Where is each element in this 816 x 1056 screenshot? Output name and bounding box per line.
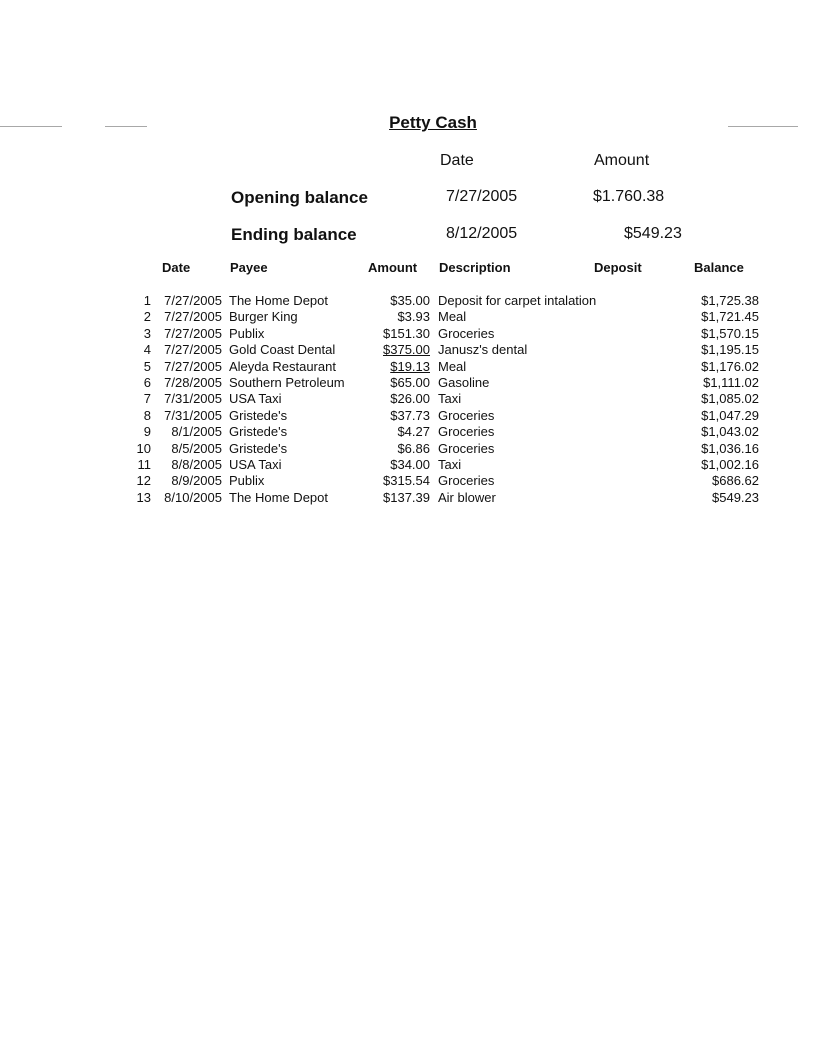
row-balance: $1,047.29 — [701, 407, 759, 423]
row-balance: $1,725.38 — [701, 293, 759, 308]
row-number: 8 — [143, 407, 151, 423]
row-balance: $1,085.02 — [701, 391, 759, 407]
column-header-payee: Payee — [230, 260, 268, 275]
row-payee: Gristede's — [229, 407, 288, 423]
table-row — [0, 457, 816, 473]
row-number: 4 — [143, 342, 151, 358]
summary-amount-header: Amount — [594, 152, 650, 169]
row-date: 8/8/2005 — [171, 456, 222, 472]
table-row — [0, 441, 816, 457]
row-amount: $26.00 — [390, 391, 430, 407]
row-payee: USA Taxi — [229, 456, 282, 472]
row-description: Janusz's dental — [438, 342, 528, 358]
row-date: 8/1/2005 — [171, 424, 222, 440]
row-number: 11 — [137, 456, 151, 472]
row-payee: The Home Depot — [229, 293, 328, 308]
row-description: Taxi — [438, 391, 462, 407]
row-description: Taxi — [438, 456, 462, 472]
row-description: Groceries — [438, 325, 495, 341]
row-number: 9 — [143, 424, 151, 440]
table-row — [0, 424, 816, 440]
row-number: 5 — [143, 358, 151, 374]
row-description: Meal — [438, 358, 467, 374]
opening-balance-date: 7/27/2005 — [446, 188, 518, 205]
column-header-date: Date — [162, 260, 191, 275]
summary-date-header: Date — [440, 152, 474, 169]
ending-balance-date: 8/12/2005 — [446, 225, 518, 242]
row-description: Meal — [438, 309, 467, 325]
row-amount: $4.27 — [397, 424, 430, 440]
row-balance: $1,176.02 — [701, 358, 759, 374]
row-amount: $6.86 — [397, 440, 430, 456]
row-number: 2 — [143, 309, 151, 325]
row-payee: Publix — [229, 325, 265, 341]
row-amount: $37.73 — [390, 407, 430, 423]
ledger-rows — [0, 293, 816, 506]
table-row — [0, 375, 816, 391]
row-number: 10 — [136, 440, 151, 456]
row-date: 7/27/2005 — [164, 309, 222, 325]
row-date: 7/27/2005 — [164, 293, 222, 308]
row-balance: $1,036.16 — [701, 440, 759, 456]
table-row — [0, 326, 816, 342]
table-row — [0, 408, 816, 424]
row-payee: Southern Petroleum — [229, 374, 345, 390]
ending-balance-amount: $549.23 — [624, 225, 682, 242]
column-header-description: Description — [439, 260, 511, 275]
row-amount: $315.54 — [383, 473, 430, 489]
row-number: 12 — [136, 473, 151, 489]
row-balance: $549.23 — [712, 489, 759, 505]
row-number: 3 — [143, 325, 151, 341]
row-payee: Gold Coast Dental — [229, 342, 336, 358]
row-payee: Gristede's — [229, 424, 288, 440]
row-balance: $1,043.02 — [701, 424, 759, 440]
row-date: 8/10/2005 — [164, 489, 222, 505]
row-number: 1 — [143, 293, 151, 308]
row-description: Groceries — [438, 473, 495, 489]
row-balance: $1,002.16 — [701, 456, 759, 472]
row-payee: The Home Depot — [229, 489, 328, 505]
row-description: Groceries — [438, 440, 495, 456]
row-date: 8/5/2005 — [171, 440, 222, 456]
row-amount: $34.00 — [390, 456, 430, 472]
page-title: Petty Cash — [389, 113, 477, 132]
row-date: 7/27/2005 — [164, 325, 222, 341]
row-date: 7/27/2005 — [164, 358, 222, 374]
row-amount: $19.13 — [390, 358, 430, 374]
row-amount: $375.00 — [383, 342, 430, 358]
row-number: 6 — [143, 374, 151, 390]
table-row — [0, 342, 816, 358]
row-balance: $1,570.15 — [701, 325, 759, 341]
row-amount: $137.39 — [383, 489, 430, 505]
row-amount: $65.00 — [390, 374, 430, 390]
row-number: 7 — [143, 391, 151, 407]
table-row — [0, 473, 816, 489]
row-amount: $3.93 — [397, 309, 430, 325]
row-payee: Burger King — [229, 309, 298, 325]
opening-balance-amount: $1.760.38 — [593, 188, 665, 205]
row-payee: USA Taxi — [229, 391, 282, 407]
row-payee: Aleyda Restaurant — [229, 358, 336, 374]
row-amount: $151.30 — [383, 325, 430, 341]
row-date: 8/9/2005 — [171, 473, 222, 489]
table-row — [0, 293, 816, 309]
row-description: Deposit for carpet intalation — [438, 293, 597, 308]
table-row — [0, 490, 816, 506]
row-description: Groceries — [438, 407, 495, 423]
opening-balance-label: Opening balance — [231, 188, 368, 207]
row-date: 7/27/2005 — [164, 342, 222, 358]
row-date: 7/28/2005 — [164, 374, 222, 390]
row-balance: $686.62 — [712, 473, 759, 489]
column-header-amount: Amount — [368, 260, 418, 275]
row-balance: $1,111.02 — [703, 374, 759, 390]
ending-balance-label: Ending balance — [231, 225, 357, 244]
row-payee: Publix — [229, 473, 265, 489]
row-description: Air blower — [438, 489, 496, 505]
table-row — [0, 359, 816, 375]
row-balance: $1,721.45 — [701, 309, 759, 325]
row-date: 7/31/2005 — [164, 391, 222, 407]
row-balance: $1,195.15 — [701, 342, 759, 358]
row-payee: Gristede's — [229, 440, 288, 456]
row-amount: $35.00 — [390, 293, 430, 308]
column-header-deposit: Deposit — [594, 260, 642, 275]
table-row — [0, 309, 816, 325]
row-number: 13 — [136, 489, 151, 505]
row-description: Groceries — [438, 424, 495, 440]
table-row — [0, 391, 816, 407]
column-header-balance: Balance — [694, 260, 744, 275]
row-description: Gasoline — [438, 374, 490, 390]
row-date: 7/31/2005 — [164, 407, 222, 423]
